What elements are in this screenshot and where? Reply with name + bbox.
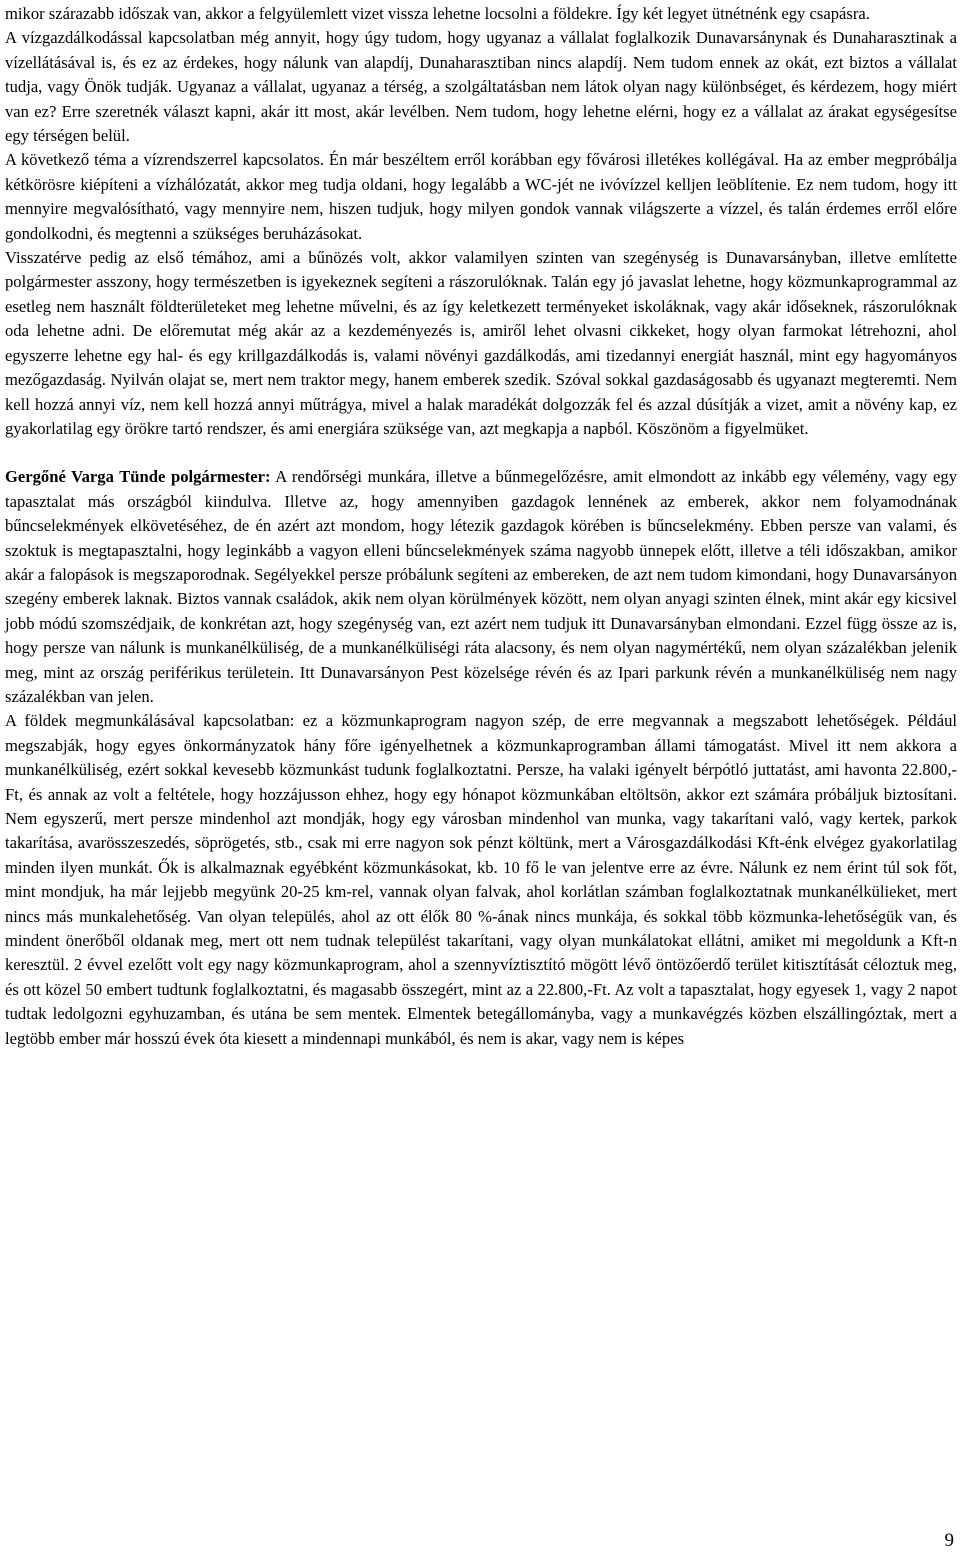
paragraph-flood-water: mikor szárazabb időszak van, akkor a felgyülemlett vizet vissza lehetne locsolni a földekre. Így két legyet ütnétnénk egy csapásra. (5, 4, 870, 23)
paragraph-mayor-speech (5, 465, 957, 709)
paragraph-water-system: A következő téma a vízrendszerrel kapcsolatos. Én már beszéltem erről korábban egy fővárosi illetékes kollégával. Ha az ember megpróbálja kétkörösre kiépíteni a vízhálózatát, akkor meg tudja oldani, hogy legalább a WC-jét ne ivóvízzel kelljen leöblítenie. Ez nem tudom, hogy itt mennyire megvalósítható, vagy mennyire nem, hiszen tudjuk, hogy milyen gondok vannak világszerte a vízzel, és talán érdemes erről előre gondolkodni, és megtenni a szükséges beruházásokat. (5, 150, 957, 243)
speaker-name: Gergőné Varga Tünde polgármester: (5, 467, 271, 487)
paragraph-water-management: A vízgazdálkodással kapcsolatban még annyit, hogy úgy tudom, hogy ugyanaz a vállalat foglalkozik Dunavarsánynak és Dunaharasztinak a vízellátásával is, és ez az érdekes, hogy nálunk van alapdíj, Dunaharasztiban nincs alapdíj. Nem tudom ennek az okát, ezt biztos a vállalat tudja, vagy Önök tudják. Ugyanaz a vállalat, ugyanaz a térség, a szolgáltatásban nem látok olyan nagy különbséget, és kérdezem, hogy miért van ez? Erre szeretnék választ kapni, akár itt most, akár levélben. Nem tudom, hogy lehetne elérni, hogy ez a vállalat az árakat egységesítse egy térségen belül. (5, 28, 957, 146)
speech-text: A rendőrségi munkára, illetve a bűnmegelőzésre, amit elmondott az inkább egy vélemény, vagy egy tapasztalat más országból kiindulva. Illetve az, hogy amennyiben gazdagok lennének az emberek, akkor nem folyamodnának bűncselekmények elkövetéséhez, de én azért azt mondom, hogy létezik gazdagok körében is bűncselekmény. Ebben persze van valami, és szoktuk is megtapasztalni, hogy leginkább a vagyon elleni bűncselekmények száma nagyobb ünnepek előtt, illetve a téli időszakban, amikor akár a falopások is megszaporodnak. Segélyekkel persze próbálunk segíteni az embereken, de azt nem tudom kimondani, hogy Dunavarsányon szegény emberek laknak. Biztos vannak családok, akik nem olyan körülmények között, nem olyan anyagi szinten élnek, mint akár egy kicsivel jobb módú szomszédjaik, de konkrétan azt, hogy szegénység van, ezt azért nem tudjuk itt Dunavarsányban elmondani. Ezzel függ össze az is, hogy persze van nálunk is munkanélküliség, de a munkanélküliségi ráta alacsony, és nem olyan nagymértékű, nem olyan százalékban jelenik meg, mint az ország periférikus területein. Itt Dunavarsányon Pest közelsége révén és az Ipari parkunk révén a munkanélküliség nem nagy százalékban van jelen. (5, 467, 958, 706)
paragraph-public-work: A földek megmunkálásával kapcsolatban: ez a közmunkaprogram nagyon szép, de erre megvannak a megszabott lehetőségek. Például megszabják, hogy egyes önkormányzatok hány főre igényelhetnek a közmunkaprogramban állami támogatást. Mivel itt nem akkora a munkanélküliség, ezért sokkal kevesebb közmunkást tudunk foglalkoztatni. Persze, ha valaki igényelt bérpótló juttatást, ami havonta 22.800,-Ft, és annak az volt a feltétele, hogy hozzájusson ehhez, hogy egy hónapot közmunkában eltöltsön, akkor ezt számára próbáljuk biztosítani. Nem egyszerű, mert persze mindenhol azt mondják, hogy egy városban mindenhol van munka, vagy takarítani való, vagy kertek, parkok takarítása, avarösszeszedés, söprögetés, stb., csak mi erre nagyon sok pénzt költünk, mert a Városgazdálkodási Kft-énk elvégez gyakorlatilag minden ilyen munkát. Ők is alkalmaznak egyébként közmunkásokat, kb. 10 fő le van jelentve erre az évre. Nálunk ez nem érint túl sok főt, mint mondjuk, ha már lejjebb megyünk 20-25 km-rel, vannak olyan falvak, ahol korlátlan számban foglalkoztatnak munkanélkülieket, mert nincs más munkalehetőség. Van olyan település, ahol az ott élők 80 %-ának nincs munkája, és sokkal több közmunka-lehetőségük van, és mindent önerőből oldanak meg, mert ott nem tudnak települést takarítani, vagy olyan munkálatokat ellátni, amiket mi megoldunk a Kft-n keresztül. 2 évvel ezelőtt volt egy nagy közmunkaprogram, ahol a szennyvíztisztító mögött lévő öntözőerdő terület kitisztítását céloztuk meg, és ott közel 50 embert tudtunk foglalkoztatni, és magasabb összegért, mint az a 22.800,-Ft. Az volt a tapasztalat, hogy egyesek 1, vagy 2 napot tudtak ledolgozni egyhuzamban, és utána be sem mentek. Elmentek betegállományba, vagy a munkavégzés közben elszállingóztak, mert a legtöbb ember már hosszú évek óta kiesett a mindennapi munkából, és nem is akar, vagy nem is képes (5, 711, 957, 1048)
paragraph-crime-poverty: Visszatérve pedig az első témához, ami a bűnözés volt, akkor valamilyen szinten van szegénység is Dunavarsányban, illetve említette polgármester asszony, hogy természetben is igyekeznek segíteni a rászorulóknak. Talán egy jó javaslat lehetne, hogy közmunkaprogrammal az esetleg nem használt földterületeket meg lehetne művelni, és az így keletkezett terményeket iskoláknak, vagy akár időseknek, rászorulóknak oda lehetne adni. De előremutat még akár az a kezdeményezés is, amiről lehet olvasni cikkeket, hogy olyan farmokat létrehozni, ahol egyszerre lehetne egy hal- és egy krillgazdálkodás is, valami növényi gazdálkodás, ami tizedannyi energiát használ, mint egy hagyományos mezőgazdaság. Nyilván olajat se, mert nem traktor megy, hanem emberek szedik. Szóval sokkal gazdaságosabb és ugyanazt megteremti. Nem kell hozzá annyi víz, nem kell hozzá annyi műtrágya, mivel a halak maradékát dolgozzák fel és azzal dúsítják a vizet, amit a növény kap, ez gyakorlatilag egy örökre tartó rendszer, és ami energiára szüksége van, azt megkapja a napból. Köszönöm a figyelmüket. (5, 248, 957, 438)
paragraph-gap (5, 441, 957, 465)
document-page (5, 2, 957, 1051)
page-number: 9 (944, 1530, 954, 1551)
